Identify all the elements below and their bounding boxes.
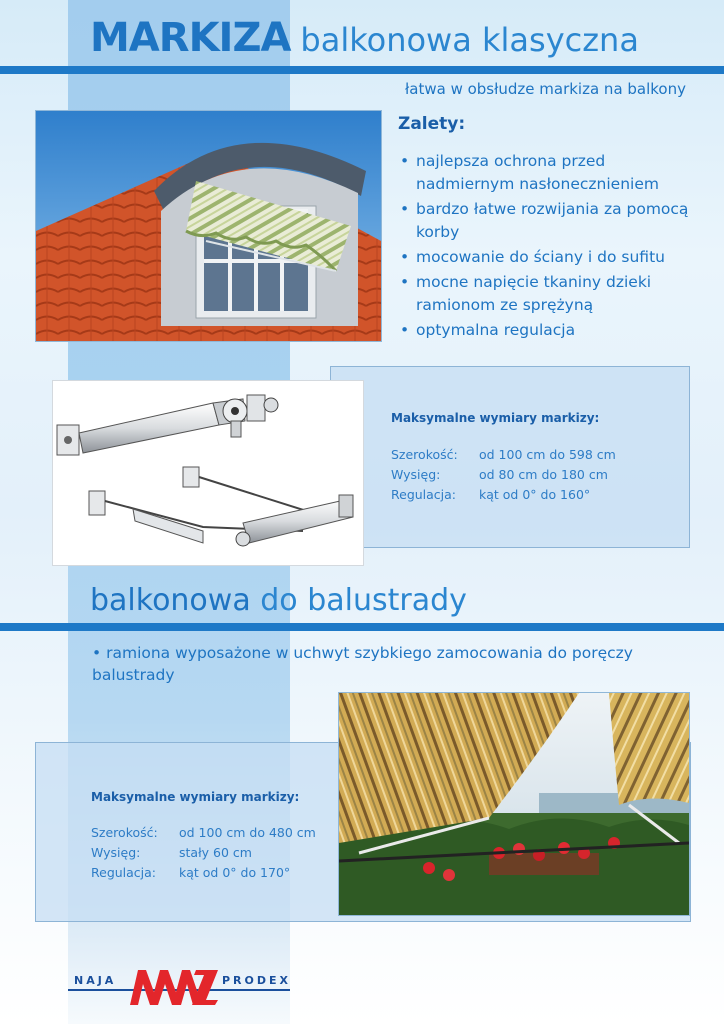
section2-title-b: do balustrady <box>260 583 467 618</box>
advantages-list <box>398 150 698 344</box>
spec-row <box>91 843 316 863</box>
section2-title <box>90 583 467 618</box>
advantage-item: • mocowanie do ściany i do sufitu <box>398 246 698 269</box>
spec-row <box>91 823 316 843</box>
logo-left-text: NAJA <box>74 974 117 987</box>
bullet-dot: • <box>92 644 102 662</box>
spec-label: Szerokość: <box>91 825 158 840</box>
spec-value: kąt od 0° do 160° <box>479 487 591 502</box>
section2-title-a: balkonowa <box>90 583 251 618</box>
header-rule <box>0 66 724 74</box>
spec2-title: Maksymalne wymiary markizy: <box>91 790 300 804</box>
spec-value: stały 60 cm <box>179 845 252 860</box>
logo-right-text: PRODEX <box>222 974 290 987</box>
spec-row <box>391 465 616 485</box>
spec-row <box>391 485 616 505</box>
photo-dormer-awning <box>35 110 382 342</box>
spec-value: od 80 cm do 180 cm <box>479 467 608 482</box>
spec-label: Regulacja: <box>391 487 457 502</box>
photo-balcony-awning <box>338 692 690 916</box>
spec-label: Szerokość: <box>391 447 458 462</box>
spec1-table <box>391 445 616 505</box>
spec-label: Wysięg: <box>91 845 141 860</box>
advantage-item: • optymalna regulacja <box>398 319 698 342</box>
mechanism-illustration <box>53 381 363 565</box>
spec1-title: Maksymalne wymiary markizy: <box>391 411 600 425</box>
spec-panel-1 <box>330 366 690 548</box>
spec-value: kąt od 0° do 170° <box>179 865 291 880</box>
dormer-illustration <box>36 111 381 341</box>
logo-mark <box>68 960 290 1010</box>
spec-value: od 100 cm do 598 cm <box>479 447 616 462</box>
advantage-item: • bardzo łatwe rozwijania za pomocą korby <box>398 198 698 244</box>
page-title <box>90 15 639 61</box>
advantage-item: • najlepsza ochrona przed nadmiernym nasłonecznieniem <box>398 150 698 196</box>
naja-prodex-logo <box>68 960 290 1010</box>
title-rest: balkonowa klasyczna <box>300 21 639 59</box>
section2-rule <box>0 623 724 631</box>
advantage-item: • mocne napięcie tkaniny dzieki ramionom ze sprężyną <box>398 271 698 317</box>
title-markiza: MARKIZA <box>90 15 291 61</box>
arm-mechanism-drawing <box>52 380 364 566</box>
balcony-illustration <box>339 693 689 915</box>
spec2-table <box>91 823 316 883</box>
spec-row <box>391 445 616 465</box>
spec-label: Regulacja: <box>91 865 157 880</box>
section2-bullet <box>92 642 652 686</box>
page-subtitle: łatwa w obsłudze markiza na balkony <box>405 80 686 98</box>
section2-bullet-text: ramiona wyposażone w uchwyt szybkiego zamocowania do poręczy balustrady <box>92 644 633 684</box>
advantages-heading: Zalety: <box>398 114 466 134</box>
spec-row <box>91 863 316 883</box>
spec-value: od 100 cm do 480 cm <box>179 825 316 840</box>
spec-label: Wysięg: <box>391 467 441 482</box>
